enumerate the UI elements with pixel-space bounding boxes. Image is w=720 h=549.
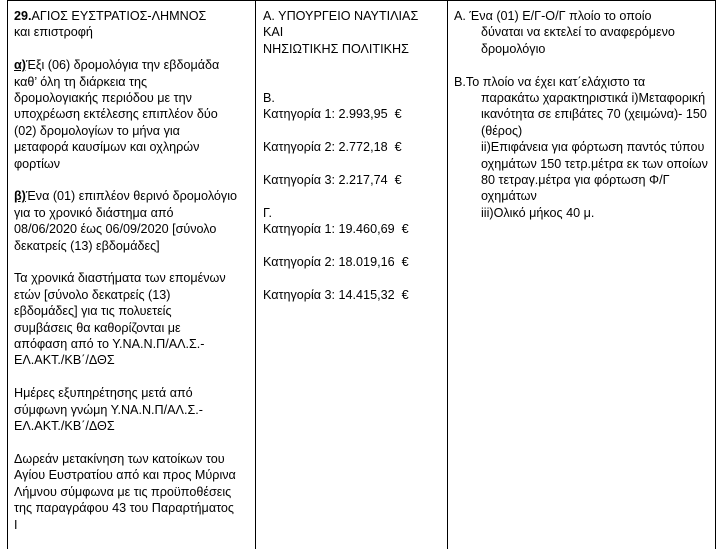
- ministry-title: ΝΗΣΙΩΤΙΚΗΣ ΠΟΛΙΤΙΚΗΣ: [263, 41, 409, 56]
- table-column-divider-2: [447, 0, 448, 549]
- text-line: ικανότητα σε επιβάτες 70 (χειμώνα)- 150: [481, 107, 707, 122]
- text-line: 08/06/2020 έως 06/09/2020 [σύνολο: [14, 222, 217, 237]
- paragraph-b-label: β): [14, 189, 26, 204]
- table-column-divider-1: [255, 0, 256, 549]
- text-line: για το χρονικό διάστημα από: [14, 205, 174, 220]
- text-line: Ένα (01) επιπλέον θερινό δρομολόγιο: [25, 189, 238, 204]
- text-line: οχημάτων: [481, 189, 537, 204]
- text-line: Τα χρονικά διαστήματα των επομένων: [14, 271, 226, 286]
- text-line: υποχρέωση εκτέλεσης επιπλέον δύο: [14, 107, 218, 122]
- text-line: μεταφορά καυσίμων και οχληρών: [14, 140, 200, 155]
- text-line: δύναται να εκτελεί το αναφερόμενο: [481, 25, 675, 40]
- paragraph-b: [14, 188, 246, 204]
- ministry-title: Α. ΥΠΟΥΡΓΕΙΟ ΝΑΥΤΙΛΙΑΣ ΚΑΙ: [263, 9, 419, 40]
- text-line: δεκατρείς (13) εβδομάδες]: [14, 238, 160, 253]
- text-line: (θέρος): [481, 123, 523, 138]
- text-line: σύμφωνη γνώμη Υ.ΝΑ.Ν.Π/ΑΛ.Σ.-: [14, 402, 203, 417]
- text-line: iii)Ολικό μήκος 40 μ.: [481, 205, 595, 220]
- text-line: (02) δρομολογίων το μήνα για: [14, 123, 180, 138]
- route-return-text: και επιστροφή: [14, 25, 93, 40]
- text-line: απόφαση από το Υ.ΝΑ.Ν.Π/ΑΛ.Σ.-: [14, 337, 205, 352]
- text-line: της παραγράφου 43 του Παραρτήματος: [14, 501, 234, 516]
- text-line: 80 τετραγ.μέτρα για φόρτωση Φ/Γ: [481, 173, 670, 188]
- vessel-column: [454, 8, 709, 221]
- text-line: Αγίου Ευστρατίου από και προς Μύρινα: [14, 468, 236, 483]
- paragraph-a: [14, 57, 246, 73]
- text-line: Β.Το πλοίο να έχει κατ΄ελάχιστο τα: [454, 74, 646, 89]
- route-name: ΑΓΙΟΣ ΕΥΣΤΡΑΤΙΟΣ-ΛΗΜΝΟΣ: [31, 9, 207, 23]
- text-line: δρομολογιακής περιόδου με την: [14, 91, 192, 106]
- text-line: Δωρεάν μετακίνηση των κατοίκων του: [14, 451, 225, 466]
- route-heading: [14, 8, 246, 24]
- text-line: ΕΛ.ΑΚΤ./ΚΒ΄/ΔΘΣ: [14, 419, 115, 434]
- text-line: ΕΛ.ΑΚΤ./ΚΒ΄/ΔΘΣ: [14, 353, 115, 368]
- fare-category-row: Κατηγορία 1: 19.460,69 €: [263, 222, 409, 237]
- table-border-right: [715, 0, 716, 549]
- table-border-left: [7, 0, 8, 549]
- fare-category-row: Κατηγορία 3: 14.415,32 €: [263, 287, 409, 302]
- text-line: συμβάσεις θα καθορίζονται με: [14, 320, 181, 335]
- fare-category-row: Κατηγορία 2: 18.019,16 €: [263, 255, 409, 269]
- text-line: εβδομάδες] για τις πολυετείς: [14, 304, 172, 319]
- paragraph-a-label: α): [14, 58, 26, 73]
- text-line: οχημάτων 150 τετρ.μέτρα εκ των οποίων: [481, 156, 708, 171]
- fare-category-row: Κατηγορία 1: 2.993,95 €: [263, 107, 402, 122]
- text-line: ii)Επιφάνεια για φόρτωση παντός τύπου: [481, 140, 705, 155]
- table-border-top: [7, 0, 716, 1]
- text-line: Α. Ένα (01) Ε/Γ-Ο/Γ πλοίο το οποίο: [454, 9, 652, 23]
- route-column: [14, 8, 246, 533]
- text-line: δρομολόγιο: [481, 41, 546, 56]
- route-number: 29.: [14, 9, 32, 23]
- text-line: ετών [σύνολο δεκατρείς (13): [14, 287, 171, 302]
- text-line: φορτίων: [14, 156, 61, 171]
- section-b-label: Β.: [263, 91, 275, 105]
- fare-category-row: Κατηγορία 3: 2.217,74 €: [263, 173, 402, 187]
- text-line: Ι: [14, 517, 18, 532]
- text-line: παρακάτω χαρακτηριστικά i)Μεταφορική: [481, 91, 706, 106]
- text-line: καθ’ όλη τη διάρκεια της: [14, 74, 148, 89]
- section-c-label: Γ.: [263, 205, 273, 220]
- fare-category-row: Κατηγορία 2: 2.772,18 €: [263, 140, 402, 155]
- text-line: Λήμνου σύμφωνα με τις προϋποθέσεις: [14, 484, 232, 499]
- text-line: Ημέρες εξυπηρέτησης μετά από: [14, 386, 193, 401]
- text-line: Έξι (06) δρομολόγια την εβδομάδα: [25, 58, 220, 73]
- fares-column: [263, 8, 438, 303]
